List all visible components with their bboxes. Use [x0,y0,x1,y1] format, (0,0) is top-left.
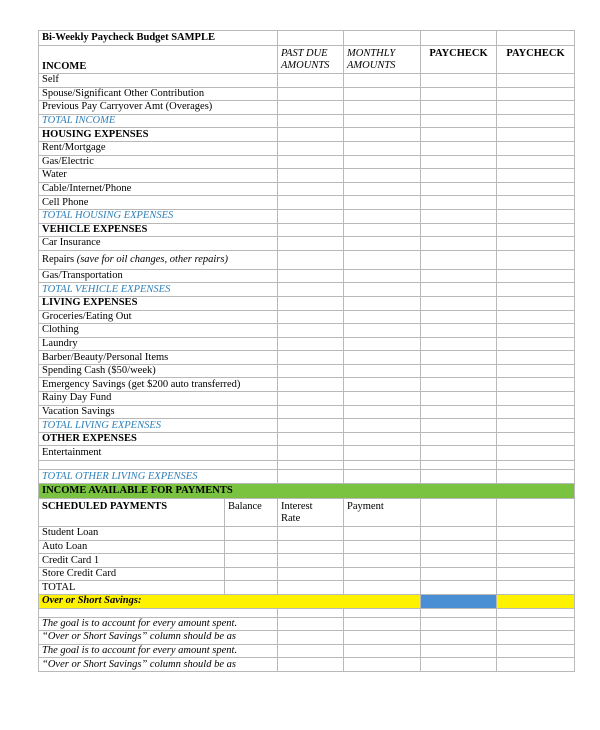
amount-cell[interactable] [344,527,421,541]
housing-item: Water [39,169,278,183]
scheduled-item: Auto Loan [39,540,225,554]
amount-cell[interactable] [278,141,344,155]
housing-item: Cable/Internet/Phone [39,182,278,196]
table-row [39,237,575,251]
header-row [39,46,575,74]
amount-cell[interactable] [278,364,344,378]
amount-cell[interactable] [278,182,344,196]
amount-cell[interactable] [344,470,421,484]
paycheck-2-header-line-1: PAYCHECK [506,48,565,59]
title-row [39,31,575,46]
amount-cell[interactable] [344,378,421,392]
amount-cell[interactable] [421,567,497,581]
amount-cell[interactable] [278,209,344,223]
table-row [39,324,575,338]
amount-cell[interactable] [421,128,497,142]
total-other: TOTAL OTHER LIVING EXPENSES [39,470,278,484]
living-item: Barber/Beauty/Personal Items [39,351,278,365]
amount-cell[interactable] [497,554,575,568]
scheduled-item: Student Loan [39,527,225,541]
note-text: “Over or Short Savings” column should be as [39,658,278,672]
monthly-header-line-2: AMOUNTS [347,59,396,71]
table-row [39,446,575,461]
vehicle-item-repairs [39,250,278,269]
income-heading-cell [39,46,278,74]
table-row [39,223,575,237]
amount-cell[interactable] [344,223,421,237]
empty-cell [344,608,421,617]
housing-heading: HOUSING EXPENSES [39,128,278,142]
amount-cell[interactable] [225,540,278,554]
amount-cell[interactable] [225,527,278,541]
amount-cell[interactable] [278,196,344,210]
amount-cell[interactable] [344,432,421,446]
empty-cell [278,608,344,617]
total-income: TOTAL INCOME [39,114,278,128]
table-row [39,283,575,297]
budget-table-body [39,31,575,672]
living-heading: LIVING EXPENSES [39,296,278,310]
amount-cell[interactable] [278,310,344,324]
interest-line-1: Interest [281,501,313,513]
amount-cell[interactable] [497,419,575,433]
sheet-title: Bi-Weekly Paycheck Budget SAMPLE [39,31,278,46]
empty-cell [344,644,421,658]
empty-cell [278,631,344,645]
table-row [39,470,575,484]
living-item: Clothing [39,324,278,338]
income-item: Self [39,74,278,88]
empty-cell [278,617,344,631]
amount-cell[interactable] [497,364,575,378]
past-due-header-line-2: AMOUNTS [281,59,330,71]
amount-cell[interactable] [278,337,344,351]
amount-cell[interactable] [421,269,497,283]
amount-cell[interactable] [344,392,421,406]
table-row [39,364,575,378]
housing-item: Gas/Electric [39,155,278,169]
amount-cell[interactable] [344,209,421,223]
amount-cell[interactable] [344,87,421,101]
amount-cell[interactable] [278,419,344,433]
amount-cell[interactable] [278,351,344,365]
paycheck-1-header [421,46,497,74]
amount-cell[interactable] [497,296,575,310]
amount-cell[interactable] [278,128,344,142]
amount-cell[interactable] [278,567,344,581]
amount-cell[interactable] [278,392,344,406]
amount-cell[interactable] [344,324,421,338]
amount-cell[interactable] [497,196,575,210]
empty-cell [278,31,344,46]
scheduled-header-row [39,499,575,527]
amount-cell[interactable] [344,141,421,155]
total-housing: TOTAL HOUSING EXPENSES [39,209,278,223]
amount-cell[interactable] [497,128,575,142]
over-short-paycheck-1[interactable] [421,595,497,609]
amount-cell[interactable] [497,581,575,595]
table-row [39,554,575,568]
vehicle-item: Gas/Transportation [39,269,278,283]
amount-cell[interactable] [344,196,421,210]
note-row [39,658,575,672]
amount-cell[interactable] [497,209,575,223]
amount-cell[interactable] [497,182,575,196]
amount-cell[interactable] [421,296,497,310]
empty-cell [421,617,497,631]
over-short-row [39,595,575,609]
empty-cell [421,644,497,658]
amount-cell[interactable] [421,141,497,155]
empty-cell [344,31,421,46]
amount-cell[interactable] [421,237,497,251]
living-item: Vacation Savings [39,405,278,419]
payment-header: Payment [344,499,421,527]
interest-line-2: Rate [281,513,301,525]
amount-cell[interactable] [497,310,575,324]
amount-cell[interactable] [421,337,497,351]
table-row [39,87,575,101]
amount-cell[interactable] [421,74,497,88]
amount-cell[interactable] [344,540,421,554]
amount-cell[interactable] [278,74,344,88]
table-row [39,141,575,155]
table-row [39,155,575,169]
amount-cell[interactable] [497,337,575,351]
amount-cell[interactable] [421,461,497,470]
amount-cell[interactable] [497,324,575,338]
empty-cell [39,608,278,617]
amount-cell[interactable] [497,446,575,461]
amount-cell[interactable] [497,87,575,101]
amount-cell[interactable] [421,223,497,237]
table-row [39,567,575,581]
blank-row [39,608,575,617]
amount-cell[interactable] [421,378,497,392]
table-row [39,527,575,541]
amount-cell[interactable] [421,581,497,595]
amount-cell[interactable] [421,405,497,419]
amount-cell[interactable] [344,155,421,169]
amount-cell[interactable] [497,540,575,554]
note-row [39,617,575,631]
amount-cell[interactable] [497,405,575,419]
amount-cell[interactable] [278,169,344,183]
other-item: Entertainment [39,446,278,461]
amount-cell[interactable] [421,324,497,338]
amount-cell[interactable] [421,250,497,269]
blank-row [39,461,575,470]
repairs-label: Repairs [42,253,75,265]
amount-cell[interactable] [278,527,344,541]
living-item: Emergency Savings (get $200 auto transferred) [39,378,278,392]
interest-rate-header [278,499,344,527]
amount-cell[interactable] [497,101,575,115]
amount-cell[interactable] [278,405,344,419]
amount-cell[interactable] [278,101,344,115]
table-row [39,209,575,223]
amount-cell[interactable] [278,296,344,310]
other-heading: OTHER EXPENSES [39,432,278,446]
scheduled-item: TOTAL [39,581,225,595]
amount-cell[interactable] [278,461,344,470]
scheduled-heading: SCHEDULED PAYMENTS [39,499,225,527]
amount-cell[interactable] [497,250,575,269]
amount-cell[interactable] [344,237,421,251]
note-text: The goal is to account for every amount spent. [39,617,278,631]
amount-cell[interactable] [278,114,344,128]
empty-cell [344,617,421,631]
table-row [39,101,575,115]
amount-cell[interactable] [344,419,421,433]
amount-cell[interactable] [278,223,344,237]
table-row [39,419,575,433]
vehicle-heading: VEHICLE EXPENSES [39,223,278,237]
housing-item: Cell Phone [39,196,278,210]
amount-cell[interactable] [278,446,344,461]
amount-cell[interactable] [344,101,421,115]
amount-cell[interactable] [497,114,575,128]
empty-cell [421,608,497,617]
table-row [39,392,575,406]
amount-cell[interactable] [497,470,575,484]
amount-cell[interactable] [344,581,421,595]
amount-cell[interactable] [497,351,575,365]
past-due-header [278,46,344,74]
income-item: Spouse/Significant Other Contribution [39,87,278,101]
amount-cell[interactable] [278,324,344,338]
empty-cell [344,658,421,672]
amount-cell[interactable] [497,527,575,541]
amount-cell[interactable] [497,378,575,392]
table-row [39,128,575,142]
total-living: TOTAL LIVING EXPENSES [39,419,278,433]
balance-header: Balance [225,499,278,527]
amount-cell[interactable] [421,283,497,297]
amount-cell[interactable] [344,128,421,142]
amount-cell[interactable] [421,310,497,324]
amount-cell[interactable] [344,337,421,351]
table-row [39,337,575,351]
amount-cell[interactable] [225,567,278,581]
amount-cell[interactable] [497,223,575,237]
amount-cell[interactable] [421,392,497,406]
table-row [39,74,575,88]
over-short-paycheck-2[interactable] [497,595,575,609]
amount-cell[interactable] [278,283,344,297]
amount-cell[interactable] [421,470,497,484]
note-text: The goal is to account for every amount spent. [39,644,278,658]
vehicle-item: Car Insurance [39,237,278,251]
amount-cell[interactable] [278,87,344,101]
scheduled-item: Credit Card 1 [39,554,225,568]
monthly-header-line-1: MONTHLY [347,47,396,59]
income-available: INCOME AVAILABLE FOR PAYMENTS [39,484,575,499]
amount-cell[interactable] [421,155,497,169]
amount-cell[interactable] [278,250,344,269]
empty-cell [421,31,497,46]
amount-cell[interactable] [421,527,497,541]
amount-cell[interactable] [497,283,575,297]
income-available-row [39,484,575,499]
amount-cell[interactable] [344,351,421,365]
empty-cell [39,461,278,470]
amount-cell[interactable] [278,540,344,554]
amount-cell[interactable] [497,237,575,251]
table-row [39,250,575,269]
amount-cell[interactable] [497,461,575,470]
budget-table [38,30,575,672]
total-vehicle: TOTAL VEHICLE EXPENSES [39,283,278,297]
table-row [39,196,575,210]
amount-cell[interactable] [421,351,497,365]
amount-cell[interactable] [344,310,421,324]
table-row [39,296,575,310]
table-row [39,540,575,554]
amount-cell[interactable] [497,141,575,155]
amount-cell[interactable] [497,392,575,406]
empty-cell [421,631,497,645]
amount-cell[interactable] [344,405,421,419]
amount-cell[interactable] [421,87,497,101]
amount-cell[interactable] [497,74,575,88]
note-row [39,631,575,645]
amount-cell[interactable] [278,378,344,392]
empty-cell [497,499,575,527]
table-row [39,169,575,183]
amount-cell[interactable] [344,74,421,88]
living-item: Groceries/Eating Out [39,310,278,324]
income-item: Previous Pay Carryover Amt (Overages) [39,101,278,115]
table-row [39,405,575,419]
amount-cell[interactable] [344,169,421,183]
amount-cell[interactable] [497,432,575,446]
repairs-note: (save for oil changes, other repairs) [76,253,228,265]
housing-item: Rent/Mortgage [39,141,278,155]
living-item: Spending Cash ($50/week) [39,364,278,378]
past-due-header-line-1: PAST DUE [281,47,328,59]
amount-cell[interactable] [225,554,278,568]
amount-cell[interactable] [497,567,575,581]
empty-cell [344,631,421,645]
amount-cell[interactable] [497,155,575,169]
amount-cell[interactable] [344,364,421,378]
amount-cell[interactable] [278,470,344,484]
scheduled-item: Store Credit Card [39,567,225,581]
amount-cell[interactable] [421,196,497,210]
table-row [39,310,575,324]
table-row [39,182,575,196]
amount-cell[interactable] [421,209,497,223]
amount-cell[interactable] [421,101,497,115]
amount-cell[interactable] [421,182,497,196]
note-text: “Over or Short Savings” column should be as [39,631,278,645]
table-row [39,114,575,128]
table-row [39,378,575,392]
amount-cell[interactable] [344,446,421,461]
table-row [39,269,575,283]
amount-cell[interactable] [225,581,278,595]
amount-cell[interactable] [421,432,497,446]
amount-cell[interactable] [344,567,421,581]
paycheck-2-header [497,46,575,74]
amount-cell[interactable] [497,269,575,283]
empty-cell [497,658,575,672]
empty-cell [497,644,575,658]
amount-cell[interactable] [344,182,421,196]
living-item: Laundry [39,337,278,351]
amount-cell[interactable] [278,432,344,446]
table-row [39,432,575,446]
income-heading: INCOME [42,61,87,72]
empty-cell [497,617,575,631]
amount-cell[interactable] [344,461,421,470]
amount-cell[interactable] [344,296,421,310]
table-row [39,351,575,365]
empty-cell [421,499,497,527]
empty-cell [278,658,344,672]
amount-cell[interactable] [421,540,497,554]
amount-cell[interactable] [278,581,344,595]
amount-cell[interactable] [344,554,421,568]
amount-cell[interactable] [278,554,344,568]
paycheck-1-header-line-1: PAYCHECK [429,48,488,59]
amount-cell[interactable] [421,114,497,128]
amount-cell[interactable] [344,269,421,283]
table-row [39,581,575,595]
amount-cell[interactable] [344,250,421,269]
amount-cell[interactable] [421,446,497,461]
empty-cell [497,31,575,46]
amount-cell[interactable] [497,169,575,183]
monthly-header [344,46,421,74]
note-row [39,644,575,658]
amount-cell[interactable] [278,155,344,169]
amount-cell[interactable] [421,169,497,183]
amount-cell[interactable] [421,419,497,433]
over-short-label: Over or Short Savings: [39,595,421,609]
empty-cell [421,658,497,672]
living-item: Rainy Day Fund [39,392,278,406]
amount-cell[interactable] [421,364,497,378]
empty-cell [278,644,344,658]
empty-cell [497,631,575,645]
amount-cell[interactable] [278,237,344,251]
amount-cell[interactable] [278,269,344,283]
amount-cell[interactable] [421,554,497,568]
empty-cell [497,608,575,617]
amount-cell[interactable] [344,283,421,297]
amount-cell[interactable] [344,114,421,128]
